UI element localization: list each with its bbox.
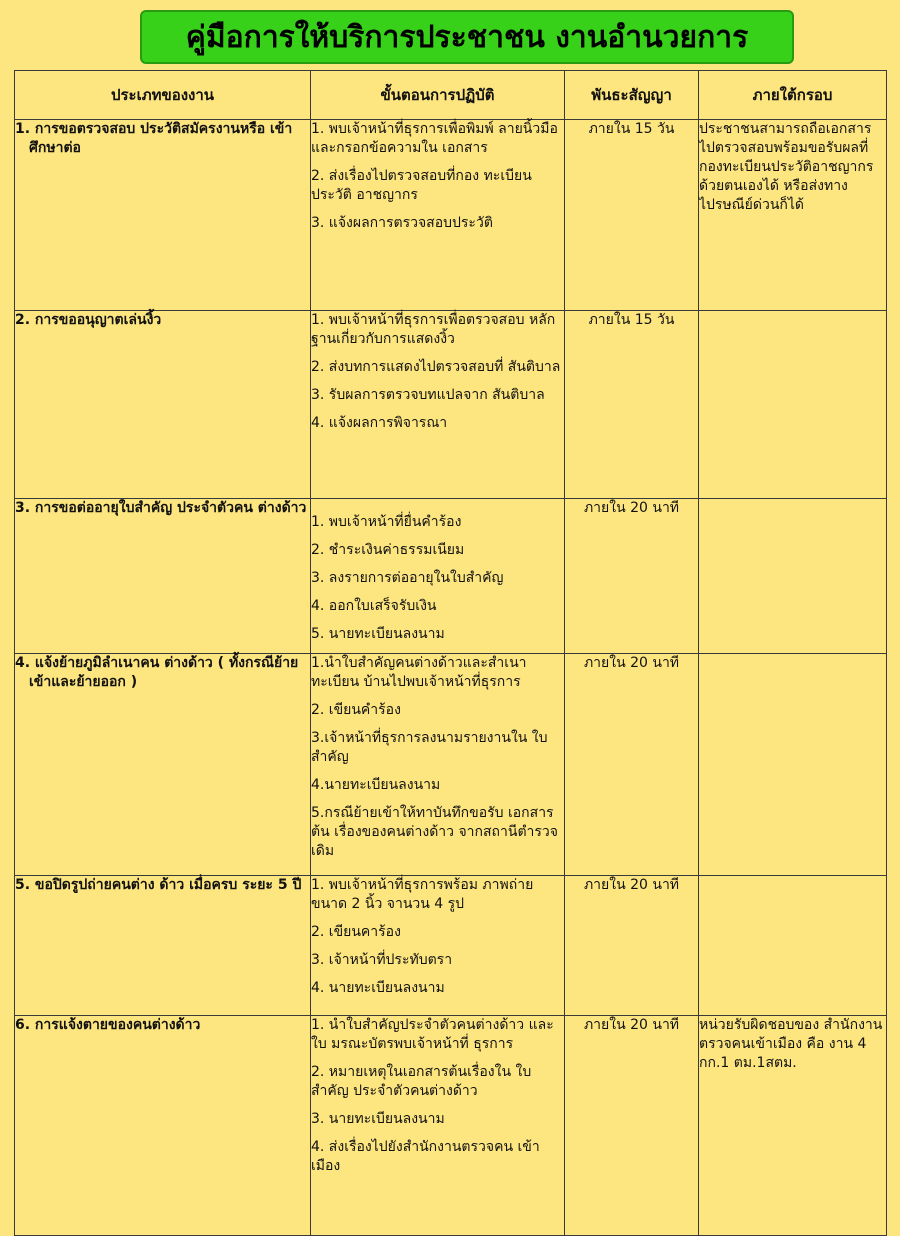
row-type-cell (15, 1016, 311, 1236)
row-type: 4. แจ้งย้ายภูมิลำเนาคน ต่างด้าว ( ทั้งกรณีย้าย เข้าและย้ายออก ) (15, 655, 299, 690)
row-frame (699, 499, 887, 654)
step-item: 2. ส่งบทการแสดงไปตรวจสอบที่ สันติบาล (311, 359, 561, 375)
step-item: 2. เขียนคำร้อง (311, 702, 401, 718)
step-item: 2. เขียนคาร้อง (311, 924, 401, 940)
table-row (15, 1016, 887, 1236)
step-item: 4. ส่งเรื่องไปยังสำนักงานตรวจคน เข้าเมือง (311, 1139, 540, 1174)
row-type: 3. การขอต่ออายุใบสำคัญ ประจำตัวคน ต่างด้าว (15, 500, 307, 516)
step-item: 3. ลงรายการต่ออายุในใบสำคัญ (311, 570, 504, 586)
title-banner (140, 10, 794, 64)
service-manual-table (14, 70, 887, 1236)
step-item: 3. นายทะเบียนลงนาม (311, 1111, 445, 1127)
row-frame (699, 876, 887, 1016)
step-item: 1. พบเจ้าหน้าที่ธุรการพร้อม ภาพถ่ายขนาด 2 นิ้ว จานวน 4 รูป (311, 877, 534, 912)
row-type: 6. การแจ้งตายของคนต่างด้าว (15, 1017, 201, 1033)
row-frame: ประชาชนสามารถถือเอกสาร ไปตรวจสอบพร้อมขอรับผลที่ กองทะเบียนประวัติอาชญากร ด้วยตนเองได้ หรือส่งทาง ไปรษณีย์ด่วนก็ได้ (699, 120, 887, 311)
row-time: ภายใน 15 วัน (565, 311, 699, 499)
row-type: 2. การขออนุญาตเล่นงิ้ว (15, 312, 162, 328)
row-type-cell (15, 654, 311, 876)
row-time: ภายใน 20 นาที (565, 654, 699, 876)
step-item: 5.กรณีย้ายเข้าให้ทาบันทึกขอรับ เอกสารต้น เรื่องของคนต่างด้าว จากสถานีตำรวจเดิม (311, 805, 558, 859)
step-item: 2. ส่งเรื่องไปตรวจสอบที่กอง ทะเบียนประวัติ อาชญากร (311, 168, 532, 203)
table-row (15, 120, 887, 311)
row-steps-cell (311, 1016, 565, 1236)
row-type-cell (15, 876, 311, 1016)
step-item: 4. ออกใบเสร็จรับเงิน (311, 598, 437, 614)
row-steps-cell (311, 876, 565, 1016)
step-item: 5. นายทะเบียนลงนาม (311, 626, 445, 642)
table-row (15, 499, 887, 654)
header-commitment: พันธะสัญญา (565, 71, 699, 120)
step-item: 3. เจ้าหน้าที่ประทับตรา (311, 952, 453, 968)
step-item: 4. แจ้งผลการพิจารณา (311, 415, 448, 431)
row-type-cell (15, 311, 311, 499)
step-item: 4.นายทะเบียนลงนาม (311, 777, 441, 793)
row-steps-cell (311, 311, 565, 499)
row-steps-cell (311, 120, 565, 311)
row-frame (699, 311, 887, 499)
row-type-cell (15, 120, 311, 311)
step-item: 3. แจ้งผลการตรวจสอบประวัติ (311, 215, 493, 231)
row-frame: หน่วยรับผิดชอบของ สำนักงานตรวจคนเข้าเมือง คือ งาน 4 กก.1 ตม.1สตม. (699, 1016, 887, 1236)
header-row (15, 71, 887, 120)
header-framework: ภายใต้กรอบ (699, 71, 887, 120)
row-type-cell (15, 499, 311, 654)
step-item: 1. พบเจ้าหน้าที่ธุรการเพื่อตรวจสอบ หลักฐานเกี่ยวกับการแสดงงิ้ว (311, 312, 556, 347)
step-item: 1. นำใบสำคัญประจำตัวคนต่างด้าว และใบ มรณะบัตรพบเจ้าหน้าที่ ธุรการ (311, 1017, 554, 1052)
row-time: ภายใน 20 นาที (565, 499, 699, 654)
table-row (15, 876, 887, 1016)
step-item: 3. รับผลการตรวจบทแปลจาก สันติบาล (311, 387, 545, 403)
row-steps-cell (311, 654, 565, 876)
header-steps: ขั้นตอนการปฏิบัติ (311, 71, 565, 120)
step-item: 1.นำใบสำคัญคนต่างด้าวและสำเนา ทะเบียน บ้านไปพบเจ้าหน้าที่ธุรการ (311, 655, 527, 690)
step-item: 4. นายทะเบียนลงนาม (311, 980, 445, 996)
row-frame (699, 654, 887, 876)
table-row (15, 654, 887, 876)
row-time: ภายใน 20 นาที (565, 876, 699, 1016)
step-item: 2. ชำระเงินค่าธรรมเนียม (311, 542, 465, 558)
table-row (15, 311, 887, 499)
row-time: ภายใน 15 วัน (565, 120, 699, 311)
row-type: 1. การขอตรวจสอบ ประวัติสมัครงานหรือ เข้าศึกษาต่อ (15, 121, 293, 156)
row-steps-cell (311, 499, 565, 654)
row-time: ภายใน 20 นาที (565, 1016, 699, 1236)
row-type: 5. ขอปิดรูปถ่ายคนต่าง ด้าว เมื่อครบ ระยะ 5 ปี (15, 877, 302, 893)
step-item: 1. พบเจ้าหน้าที่ธุรการเพื่อพิมพ์ ลายนิ้วมือ และกรอกข้อความใน เอกสาร (311, 121, 558, 156)
step-item: 1. พบเจ้าหน้าที่ยื่นคำร้อง (311, 514, 462, 530)
header-type: ประเภทของงาน (15, 71, 311, 120)
step-item: 3.เจ้าหน้าที่ธุรการลงนามรายงานใน ใบสำคัญ (311, 730, 548, 765)
page-title: คู่มือการให้บริการประชาชน งานอำนวยการ (185, 19, 749, 55)
step-item: 2. หมายเหตุในเอกสารต้นเรื่องใน ใบสำคัญ ประจำตัวคนต่างด้าว (311, 1064, 532, 1099)
